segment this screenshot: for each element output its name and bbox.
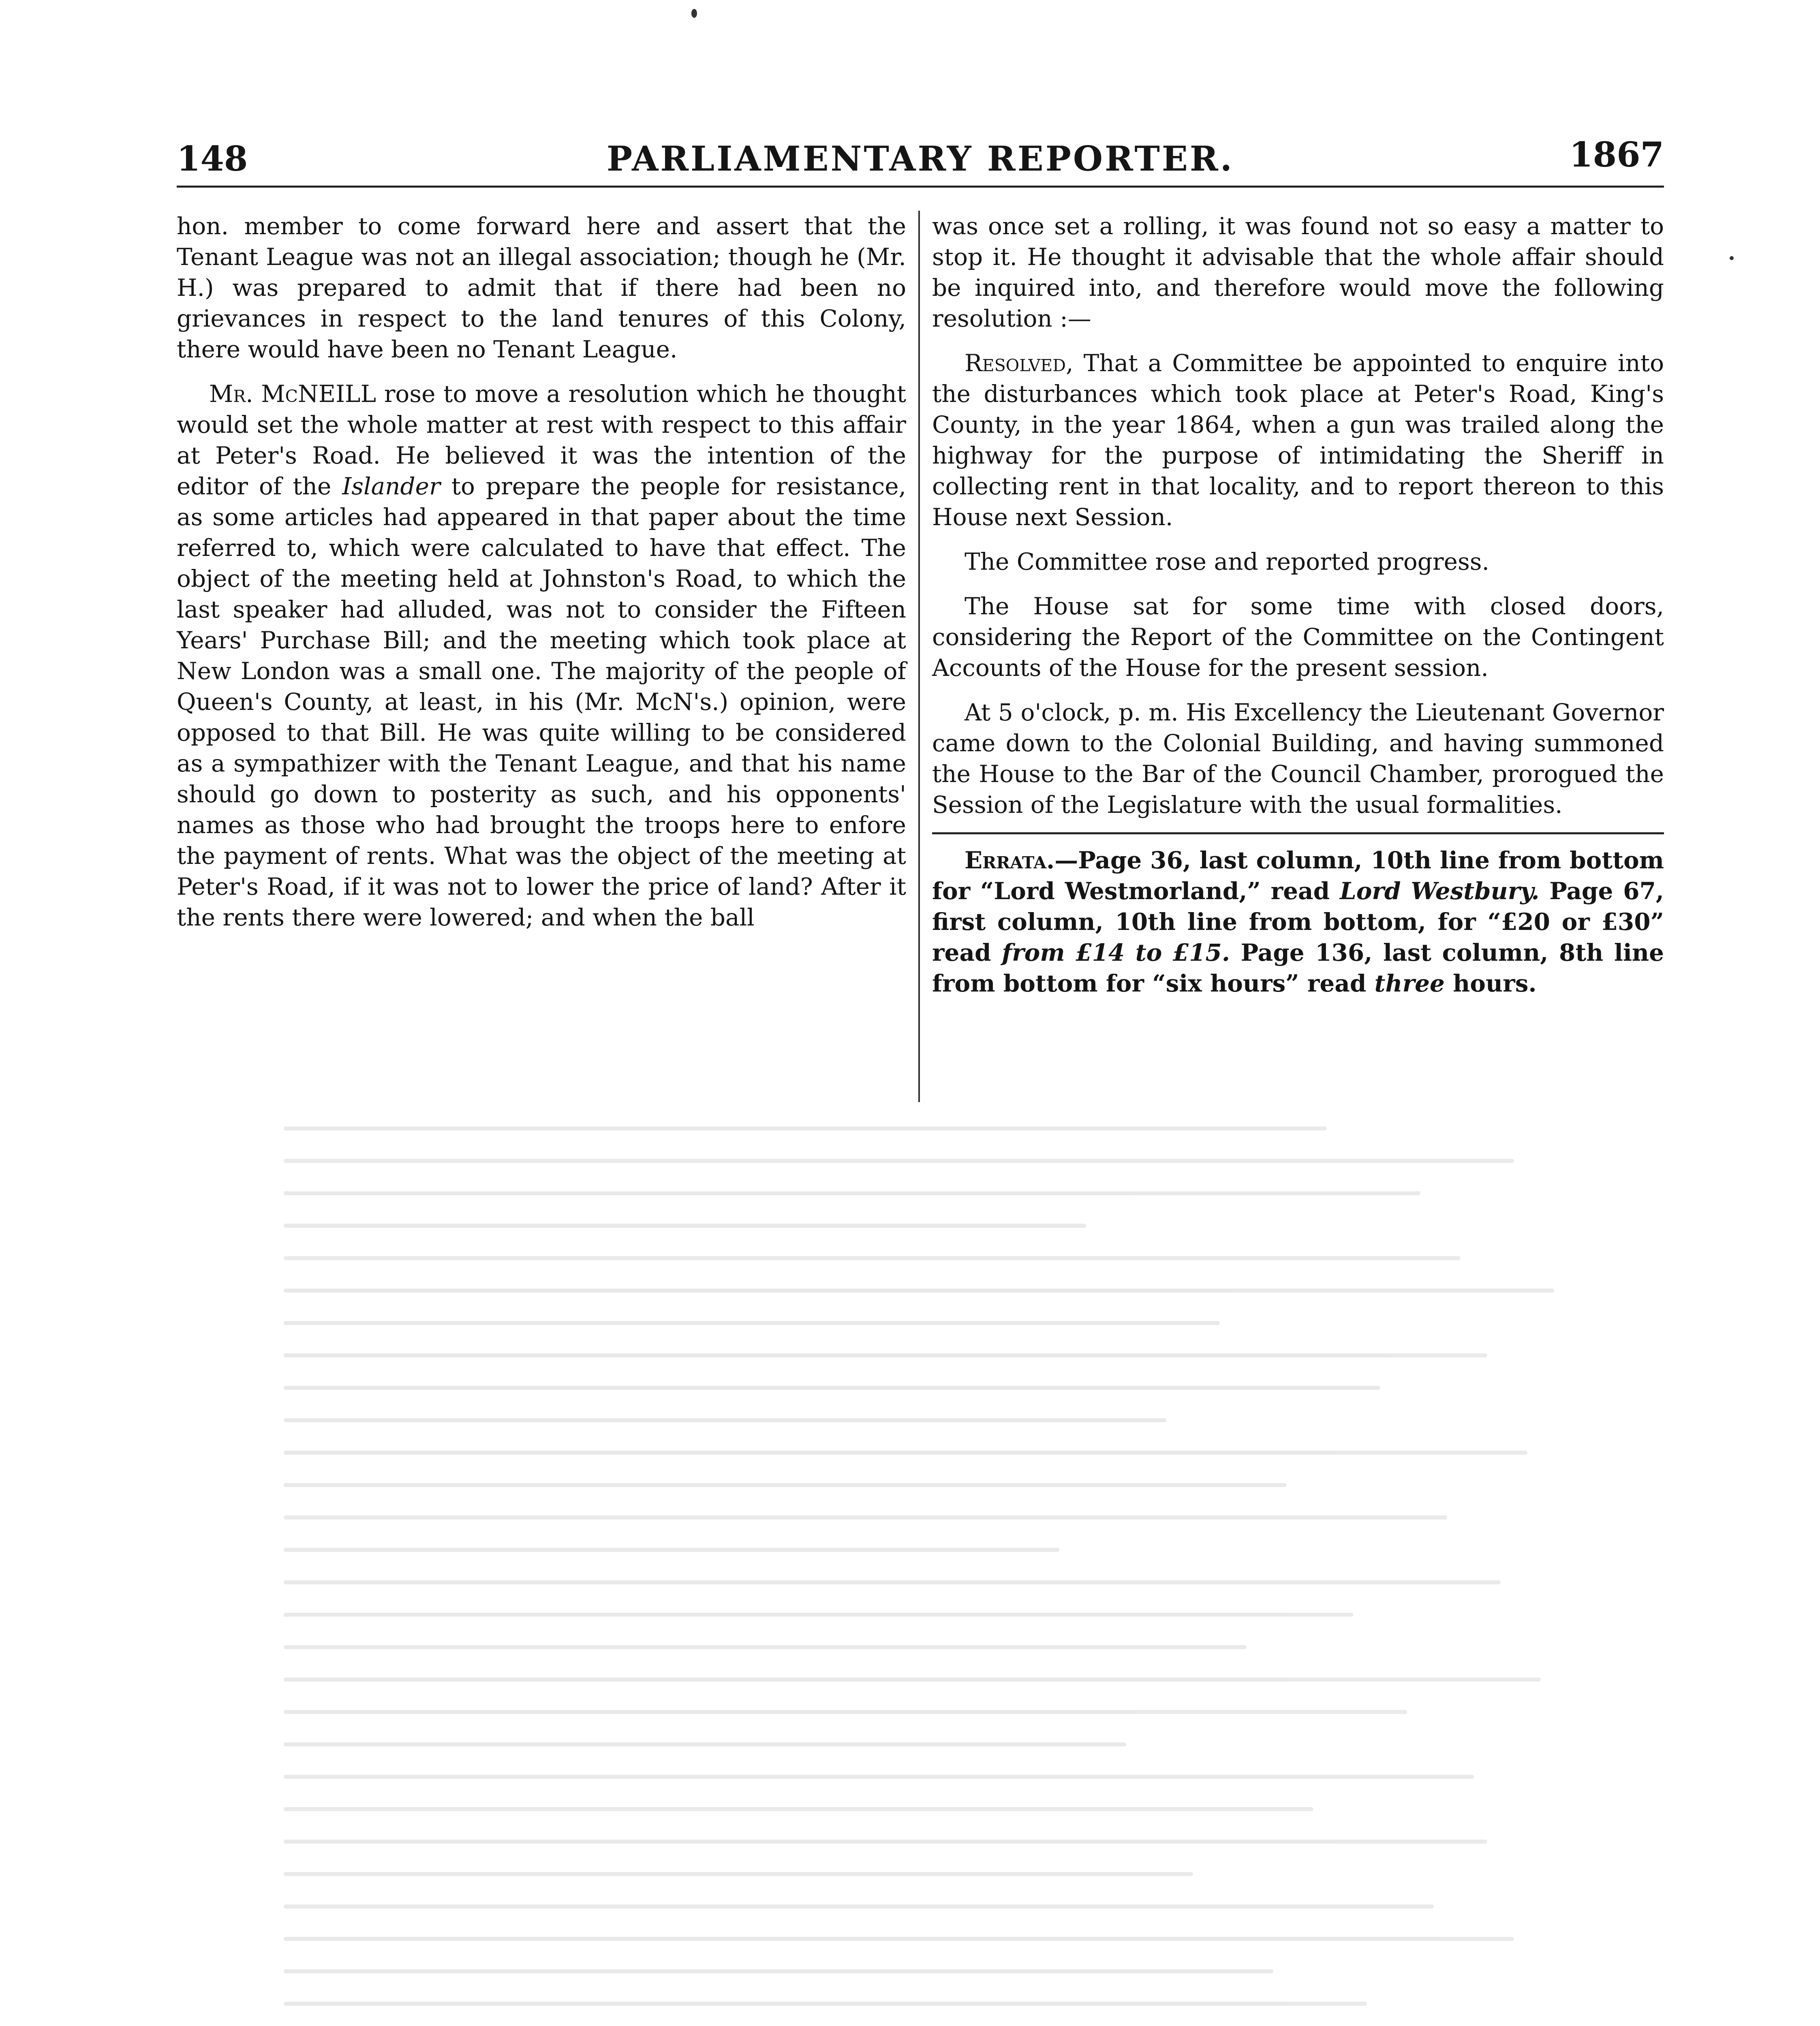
page-year: 1867 bbox=[1569, 135, 1664, 175]
resolution bbox=[932, 348, 1664, 532]
speaker-name: Mr. McNEILL bbox=[209, 380, 376, 408]
resolved-label: Resolved, bbox=[965, 349, 1074, 377]
errata-label: Errata. bbox=[965, 846, 1055, 874]
page-header bbox=[177, 135, 1664, 183]
running-title: PARLIAMENTARY REPORTER. bbox=[607, 139, 1234, 179]
newspaper-title: Islander bbox=[342, 472, 441, 500]
ink-speck bbox=[691, 9, 697, 18]
paragraph-closed-doors: The House sat for some time with closed doors, considering the Report of the Committee on the Contingent Accounts of the House for the present session. bbox=[932, 592, 1664, 682]
errata-italic: Lord Westbury. bbox=[1339, 877, 1540, 905]
errata-text: —Page 36, last column, 10th line from bottom for “Lord Westmorland,” read bbox=[932, 846, 1664, 905]
section-rule bbox=[932, 832, 1664, 834]
errata-italic: three bbox=[1374, 970, 1445, 997]
paragraph-committee: The Committee rose and reported progress. bbox=[965, 548, 1489, 575]
paragraph-continuation: was once set a rolling, it was found not so easy a matter to stop it. He thought it advisable that the whole affair should be inquired into, and therefore would move the following resolution :— bbox=[932, 212, 1664, 332]
paragraph-prorogation: At 5 o'clock, p. m. His Excellency the Lieutenant Governor came down to the Colonial Building, and having summoned the House to the Bar of the Council Chamber, prorogued the Session of the Legislature with the usual formalities. bbox=[932, 699, 1664, 819]
paragraph-mcneill bbox=[177, 378, 906, 933]
resolution-text: That a Committee be appointed to enquire into the disturbances which took place at Peter's Road, King's County, in the year 1864, when a gun was trailed along the highway for the purpose of intimidating the Sheriff in collecting rent in that locality, and to report thereon to this House next Session. bbox=[932, 349, 1664, 531]
paragraph-continuation: hon. member to come forward here and assert that the Tenant League was not an illegal association; though he (Mr. H.) was prepared to admit that if there had been no grievances in respect to the land tenures of this Colony, there would have been no Tenant League. bbox=[177, 212, 906, 363]
errata-italic: from £14 to £15. bbox=[1002, 939, 1230, 966]
errata-note bbox=[932, 845, 1664, 999]
errata-text: hours. bbox=[1444, 970, 1537, 997]
errata-text: Page 67, first column, 10th line from bottom, for “£20 or £30” read bbox=[932, 877, 1664, 966]
ink-speck bbox=[1730, 256, 1734, 260]
right-column bbox=[932, 211, 1664, 999]
paragraph-text: to prepare the people for resistance, as some articles had appeared in that paper about the time referred to, which were calculated to have that effect. The object of the meeting held at Johnston's Road, to which the last speaker had alluded, was not to consider the Fifteen Years' Purchase Bill; and the meeting which took place at New London was a small one. The majority of the people of Queen's County, at least, in his (Mr. McN's.) opinion, were opposed to that Bill. He was quite willing to be considered as a sympathizer with the Tenant League, and that his name should go down to posterity as such, and his opponents' names as those who had brought the troops here to enfore the payment of rents. What was the object of the meeting at Peter's Road, if it was not to lower the price of land? After it the rents there were lowered; and when the ball bbox=[177, 472, 906, 931]
errata-text: Page 136, last column, 8th line from bottom for “six hours” read bbox=[932, 939, 1664, 997]
left-column bbox=[177, 211, 906, 933]
paragraph-text: rose to move a resolution which he thought would set the whole matter at rest with respect to this affair at Peter's Road. He believed it was the intention of the editor of the bbox=[177, 380, 906, 500]
header-rule bbox=[177, 186, 1664, 188]
bleed-through-texture bbox=[284, 1126, 1621, 2026]
column-divider bbox=[918, 211, 920, 1102]
page-number: 148 bbox=[177, 139, 248, 179]
